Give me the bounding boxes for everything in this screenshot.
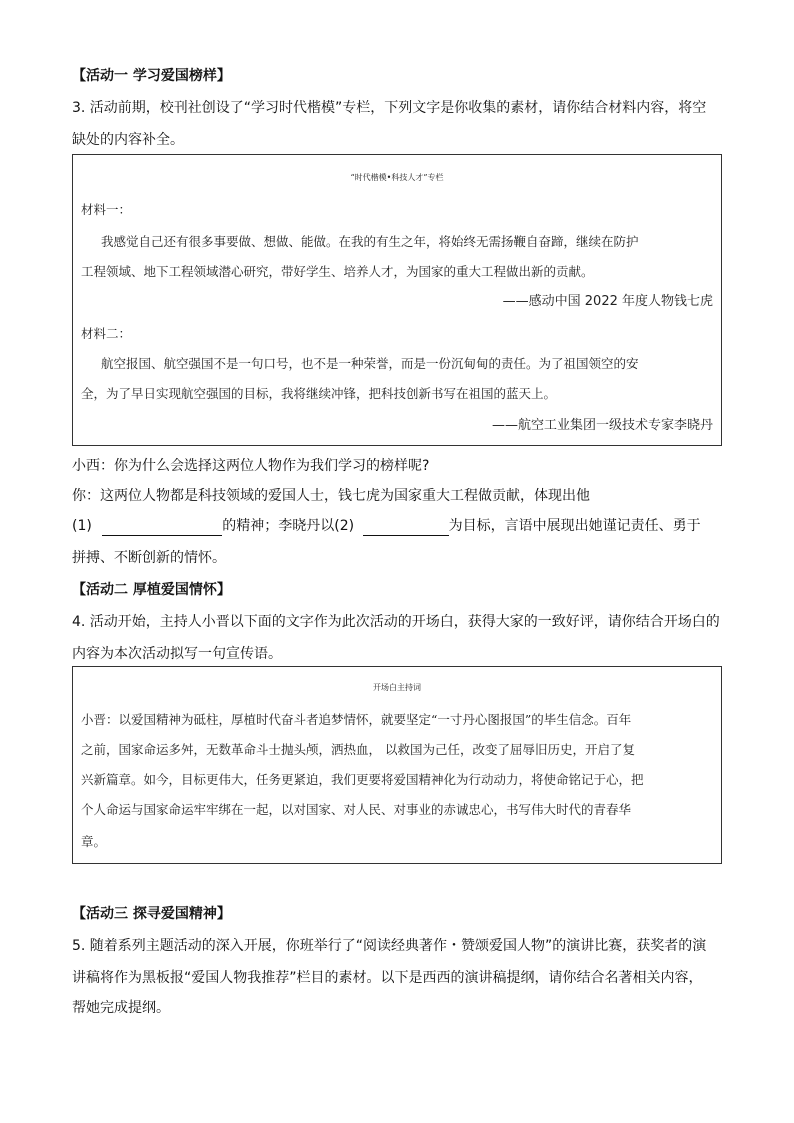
question4-text-line1: 4. 活动开始，主持人小晋以下面的文字作为此次活动的开场白，获得大家的一致好评，请你结合开场白的 <box>72 614 720 630</box>
activity1-heading: 【活动一 学习爱国榜样】 <box>72 68 231 84</box>
question5-text-line1: 5. 随着系列主题活动的深入开展，你班举行了“阅读经典著作・赞颂爱国人物”的演讲比赛，获奖者的演 <box>72 938 707 954</box>
opening-speech-line1: 小晋：以爱国精神为砥柱，厚植时代奋斗者追梦情怀，就要坚定“一寸丹心图报国”的毕生信念。百年 <box>81 712 632 727</box>
material1-line1: 我感觉自己还有很多事要做、想做、能做。在我的有生之年，将始终无需扬鞭自奋蹄，继续在防护 <box>101 234 639 249</box>
dialog-question: 小西：你为什么会选择这两位人物作为我们学习的榜样呢? <box>72 458 430 474</box>
material-box-title: “时代楷模•科技人才”专栏 <box>350 173 444 182</box>
opening-speech-title: 开场白主持词 <box>373 683 421 692</box>
opening-speech-line4: 个人命运与国家命运牢牢绑在一起，以对国家、对人民、对事业的赤诚忠心，书写伟大时代的青春华 <box>81 802 632 817</box>
question3-text-line2: 缺处的内容补全。 <box>72 132 184 148</box>
answer-blank-2[interactable] <box>363 519 449 536</box>
opening-speech-box <box>72 666 722 864</box>
question5-text-line3: 帮她完成提纲。 <box>72 1000 170 1016</box>
dialog-answer: 你：这两位人物都是科技领域的爱国人士，钱七虎为国家重大工程做贡献，体现出他 <box>72 488 590 504</box>
question3-text-line1: 3. 活动前期，校刊社创设了“学习时代楷模”专栏，下列文字是你收集的素材，请你结合材料内容，将空 <box>72 100 707 116</box>
material2-source: ——航空工业集团一级技术专家李晓丹 <box>491 418 713 433</box>
material1-label: 材料一： <box>81 202 132 217</box>
material2-line1: 航空报国、航空强国不是一句口号，也不是一种荣誉，而是一份沉甸甸的责任。为了祖国领空的安 <box>101 356 639 371</box>
material-box <box>72 154 722 446</box>
opening-speech-line5: 章。 <box>81 834 107 849</box>
material2-line2: 全，为了早日实现航空强国的目标，我将继续冲锋，把科技创新书写在祖国的蓝天上。 <box>81 386 557 401</box>
blank1-suffix: 的精神；李晓丹以(2) <box>222 518 355 534</box>
material1-source: ——感动中国 2022 年度人物钱七虎 <box>502 294 713 309</box>
material1-line2: 工程领域、地下工程领域潜心研究，带好学生、培养人才，为国家的重大工程做出新的贡献。 <box>81 264 594 279</box>
question4-text-line2: 内容为本次活动拟写一句宣传语。 <box>72 646 282 662</box>
question5-text-line2: 讲稿将作为黑板报“爱国人物我推荐”栏目的素材。以下是西西的演讲稿提纲，请你结合名著相关内容， <box>72 970 703 986</box>
blank2-suffix: 为目标，言语中展现出她谨记责任、勇于 <box>448 518 701 534</box>
blank1-number: (1) <box>72 518 92 534</box>
dialog-end: 拼搏、不断创新的情怀。 <box>72 550 226 566</box>
fill-blank-line <box>72 516 701 536</box>
material2-label: 材料二： <box>81 326 132 341</box>
opening-speech-line2: 之前，国家命运多舛，无数革命斗士抛头颅，洒热血， 以救国为己任，改变了屈辱旧历史，开启了复 <box>81 742 635 757</box>
activity3-heading: 【活动三 探寻爱国精神】 <box>72 906 231 922</box>
activity2-heading: 【活动二 厚植爱国情怀】 <box>72 582 231 598</box>
answer-blank-1[interactable] <box>102 519 222 536</box>
opening-speech-line3: 兴新篇章。如今，目标更伟大，任务更紧迫，我们更要将爱国精神化为行动动力，将使命铭记于心，把 <box>81 772 644 787</box>
